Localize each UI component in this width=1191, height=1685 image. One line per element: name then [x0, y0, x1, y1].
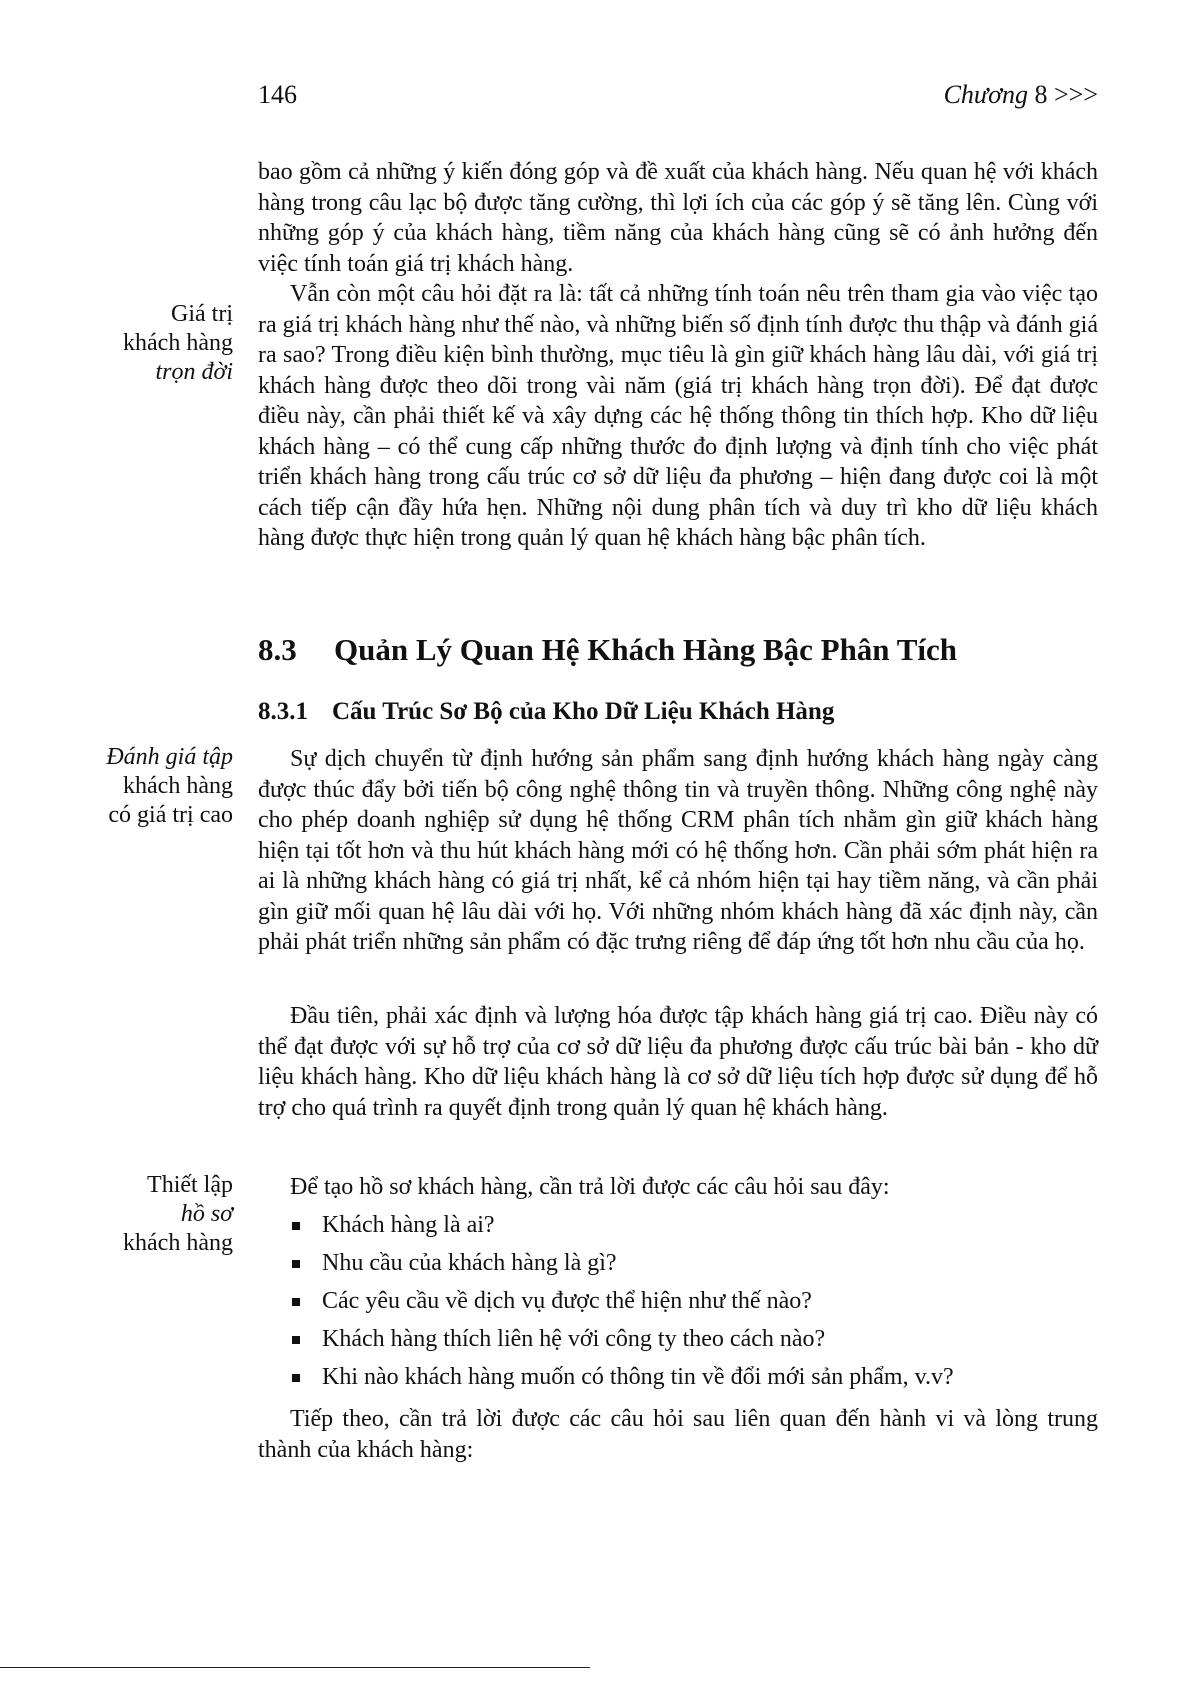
margin-note-line: Đánh giá tập — [106, 744, 233, 770]
section-number: 8.3 — [258, 632, 297, 667]
paragraph-block — [258, 157, 1098, 279]
body-paragraph: Để tạo hồ sơ khách hàng, cần trả lời được các câu hỏi sau đây: — [290, 1174, 890, 1200]
chapter-reference — [944, 80, 1098, 110]
body-paragraph: Tiếp theo, cần trả lời được các câu hỏi sau liên quan đến hành vi và lòng trung thành của khách hàng: — [258, 1406, 1098, 1463]
list-item-text: Nhu cầu của khách hàng là gì? — [322, 1250, 617, 1276]
bullet-icon — [292, 1374, 300, 1382]
bullet-icon — [292, 1336, 300, 1344]
margin-note-line: khách hàng — [123, 773, 233, 799]
bullet-icon — [292, 1222, 300, 1230]
list-item — [258, 1286, 1098, 1324]
subsection-heading — [258, 698, 1098, 726]
question-list-block — [258, 1210, 1098, 1400]
subsection-number: 8.3.1 — [258, 698, 308, 725]
bullet-icon — [292, 1260, 300, 1268]
section-heading-block — [258, 632, 1098, 668]
list-item — [258, 1210, 1098, 1248]
margin-note-line: khách hàng — [123, 1230, 233, 1256]
paragraph-block — [258, 1172, 1098, 1203]
body-paragraph: Sự dịch chuyển từ định hướng sản phẩm sang định hướng khách hàng ngày càng được thúc đẩy bởi tiến bộ công nghệ thông tin và truyền thông. Những công nghệ này cho phép doanh nghiệp sử dụng hệ thống CRM phân tích nhằm gìn giữ khách hàng hiện tại tốt hơn và thu hút khách hàng mới có hệ thống hơn. Cần phải sớm phát hiện ra ai là những khách hàng có giá trị nhất, kể cả nhóm hiện tại hay tiềm năng, và cần phải gìn giữ mối quan hệ lâu dài với họ. Với những nhóm khách hàng đã xác định này, cần phải phát triển những sản phẩm có đặc trưng riêng để đáp ứng tốt hơn nhu cầu của họ. — [258, 746, 1098, 955]
list-item — [258, 1362, 1098, 1400]
question-list — [258, 1210, 1098, 1400]
margin-note-line: trọn đời — [155, 359, 233, 385]
subsection-title: Cấu Trúc Sơ Bộ của Kho Dữ Liệu Khách Hàng — [332, 698, 835, 725]
margin-note-line: Thiết lập — [147, 1172, 233, 1198]
margin-note-line: hồ sơ — [180, 1201, 233, 1227]
paragraph-block — [258, 744, 1098, 958]
paragraph-block — [258, 279, 1098, 554]
list-item — [258, 1248, 1098, 1286]
running-header — [258, 80, 1098, 116]
paragraph-block — [258, 1404, 1098, 1465]
chapter-number: 8 >>> — [1034, 80, 1098, 109]
list-item-text: Khách hàng thích liên hệ với công ty theo cách nào? — [322, 1326, 826, 1352]
chapter-word: Chương — [943, 80, 1028, 109]
margin-note-high-value-set — [83, 743, 233, 830]
body-paragraph: bao gồm cả những ý kiến đóng góp và đề xuất của khách hàng. Nếu quan hệ với khách hàng trong câu lạc bộ được tăng cường, thì lợi ích của các góp ý sẽ tăng lên. Cùng với những góp ý của khách hàng, tiềm năng của khách hàng cũng sẽ có ảnh hưởng đến việc tính toán giá trị khách hàng. — [258, 159, 1098, 277]
bullet-icon — [292, 1298, 300, 1306]
list-item-text: Khách hàng là ai? — [322, 1212, 495, 1238]
margin-note-line: Giá trị — [171, 301, 233, 327]
subsection-heading-block — [258, 698, 1098, 726]
list-item-text: Khi nào khách hàng muốn có thông tin về đổi mới sản phẩm, v.v? — [322, 1364, 954, 1390]
margin-note-line: có giá trị cao — [108, 802, 233, 828]
margin-note-customer-profile — [83, 1171, 233, 1258]
section-title: Quản Lý Quan Hệ Khách Hàng Bậc Phân Tích — [334, 632, 958, 667]
margin-note-lifetime-value — [83, 300, 233, 387]
list-item-text: Các yêu cầu về dịch vụ được thể hiện như thế nào? — [322, 1288, 812, 1314]
list-item — [258, 1324, 1098, 1362]
body-paragraph: Vẫn còn một câu hỏi đặt ra là: tất cả những tính toán nêu trên tham gia vào việc tạo ra giá trị khách hàng như thế nào, và những biến số định tính được thu thập và đánh giá ra sao? Trong điều kiện bình thường, mục tiêu là gìn giữ khách hàng lâu dài, với giá trị khách hàng được theo dõi trong vài năm (giá trị khách hàng trọn đời). Để đạt được điều này, cần phải thiết kế và xây dựng các hệ thống thông tin thích hợp. Kho dữ liệu khách hàng – có thể cung cấp những thước đo định lượng và định tính cho việc phát triển khách hàng trong cấu trúc cơ sở dữ liệu đa phương – hiện đang được coi là một cách tiếp cận đầy hứa hẹn. Những nội dung phân tích và duy trì kho dữ liệu khách hàng được thực hiện trong quản lý quan hệ khách hàng bậc phân tích. — [258, 281, 1098, 551]
paragraph-block — [258, 1001, 1098, 1123]
section-heading — [258, 632, 1098, 668]
margin-note-line: khách hàng — [123, 330, 233, 356]
footer-divider — [0, 1667, 590, 1668]
page-number: 146 — [258, 80, 297, 109]
body-paragraph: Đầu tiên, phải xác định và lượng hóa được tập khách hàng giá trị cao. Điều này có thể đạt được với sự hỗ trợ của cơ sở dữ liệu đa phương được cấu trúc bài bản - kho dữ liệu khách hàng. Kho dữ liệu khách hàng là cơ sở dữ liệu tích hợp được sử dụng để hỗ trợ cho quá trình ra quyết định trong quản lý quan hệ khách hàng. — [258, 1003, 1098, 1121]
